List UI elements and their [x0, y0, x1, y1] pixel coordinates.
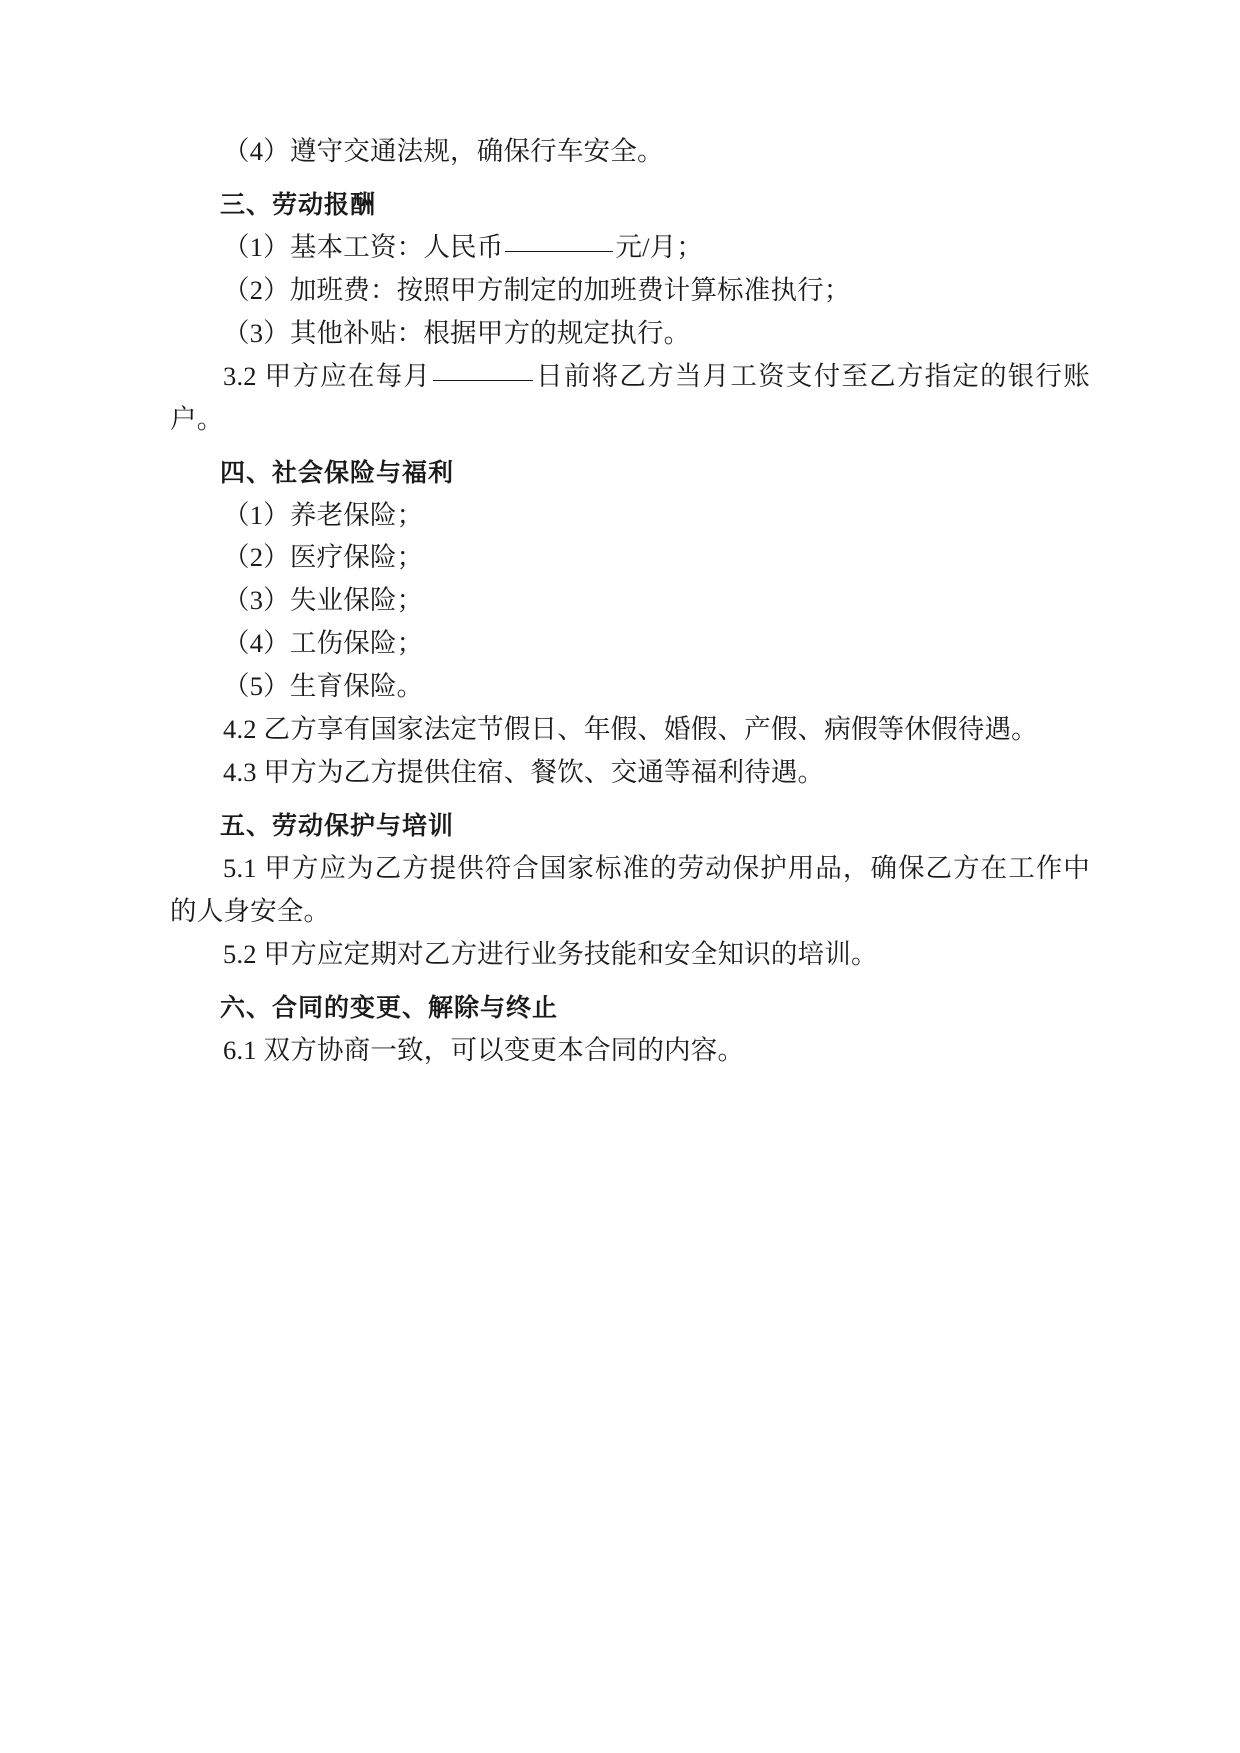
clause-3-1-2: （2）加班费：按照甲方制定的加班费计算标准执行； [223, 274, 851, 305]
spacer [170, 173, 1090, 183]
clause-2-4: （4）遵守交通法规，确保行车安全。 [223, 136, 664, 166]
section-heading-three: 三、劳动报酬 [220, 189, 377, 219]
section-heading-six: 六、合同的变更、解除与终止 [220, 992, 559, 1022]
section-heading-five: 五、劳动保护与培训 [220, 810, 455, 840]
clause-3-1-1-text-before: （1）基本工资：人民币 [223, 231, 504, 262]
basic-salary-blank [505, 250, 613, 252]
clause-4-1-5: （5）生育保险。 [223, 671, 424, 702]
clause-3-2-text-before: 3.2 甲方应在每月 [223, 360, 432, 391]
payment-date-blank [433, 379, 533, 381]
clause-5-1: 5.1 甲方应为乙方提供符合国家标准的劳动保护用品，确保乙方在工作中的人身安全。 [170, 852, 1090, 926]
clause-4-2: 4.2 乙方享有国家法定节假日、年假、婚假、产假、病假等休假待遇。 [223, 714, 1038, 745]
document-body [170, 130, 1090, 1072]
clause-4-1-1: （1）养老保险； [223, 499, 424, 530]
clause-3-1-3: （3）其他补贴：根据甲方的规定执行。 [223, 317, 691, 348]
clause-3-1-1-text-after: 元/月； [615, 231, 704, 262]
clause-4-1-2: （2）医疗保险； [223, 542, 424, 573]
clause-3-2 [170, 355, 1090, 441]
clause-4-3: 4.3 甲方为乙方提供住宿、餐饮、交通等福利待遇。 [223, 757, 825, 788]
spacer [170, 441, 1090, 451]
section-heading-four: 四、社会保险与福利 [220, 457, 455, 487]
spacer [170, 794, 1090, 804]
clause-3-1-1 [170, 226, 1090, 269]
clause-5-2: 5.2 甲方应定期对乙方进行业务技能和安全知识的培训。 [223, 938, 878, 969]
clause-4-1-4: （4）工伤保险； [223, 628, 424, 659]
clause-6-1: 6.1 双方协商一致，可以变更本合同的内容。 [223, 1034, 745, 1065]
clause-4-1-3: （3）失业保险； [223, 585, 424, 616]
clause-3-2-text-after: 日前将乙方当月工资支付至乙方指定的银行账户。 [170, 360, 1091, 434]
spacer [170, 976, 1090, 986]
